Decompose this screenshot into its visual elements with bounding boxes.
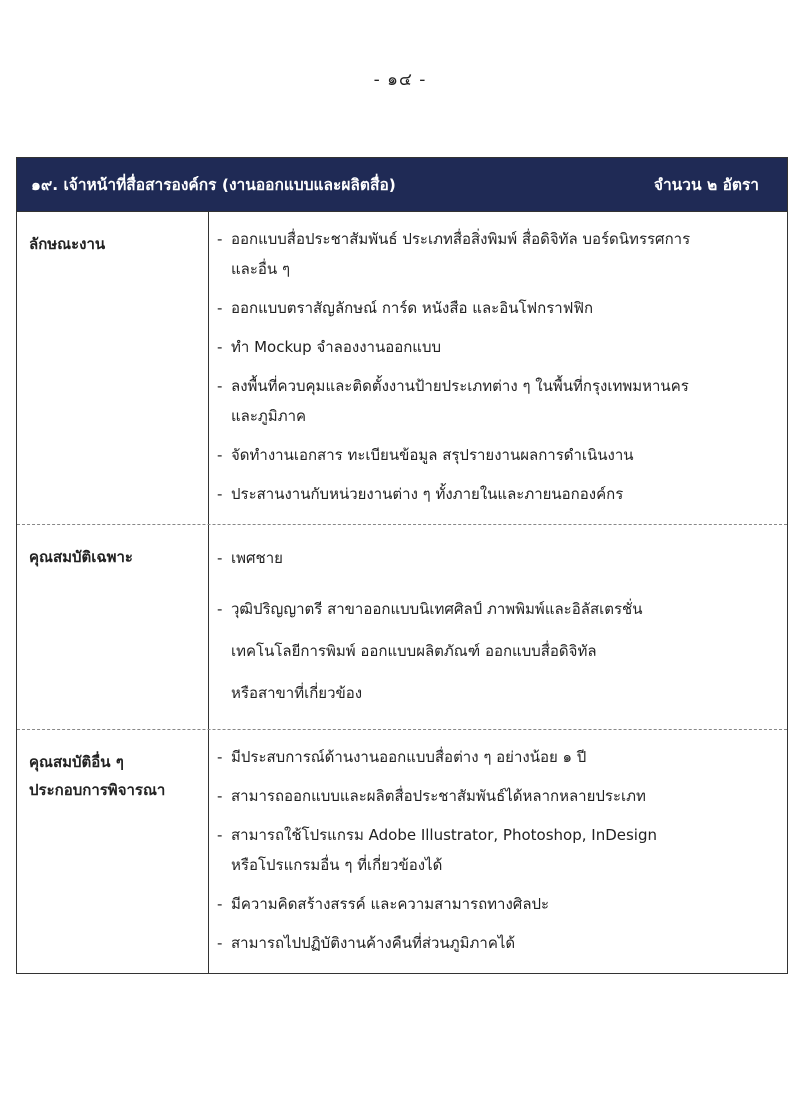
other-qualifications-row bbox=[17, 730, 787, 973]
list-item: - ทำ Mockup จำลองงานออกแบบ bbox=[217, 338, 442, 356]
other-qualifications-list bbox=[209, 730, 787, 973]
specific-qualifications-row bbox=[17, 525, 787, 730]
list-item: - มีความคิดสร้างสรรค์ และความสามารถทางศิลปะ bbox=[217, 895, 550, 913]
job-description-list bbox=[209, 212, 787, 524]
list-item: - สามารถออกแบบและผลิตสื่อประชาสัมพันธ์ได้หลากหลายประเภท bbox=[217, 787, 646, 805]
job-description-label: ลักษณะงาน bbox=[17, 212, 209, 524]
specific-qualifications-label: คุณสมบัติเฉพาะ bbox=[17, 525, 209, 729]
list-item: - มีประสบการณ์ด้านงานออกแบบสื่อต่าง ๆ อย่างน้อย ๑ ปี bbox=[217, 748, 587, 766]
job-description-row bbox=[17, 212, 787, 525]
list-item: - วุฒิปริญญาตรี สาขาออกแบบนิเทศศิลป์ ภาพพิมพ์และอิลัสเตรชั่น เทคโนโลยีการพิมพ์ ออกแบบผลิตภัณฑ์ ออกแบบสื่อดิจิทัล หรือสาขาที่เกี่ยวข้อง bbox=[217, 600, 643, 702]
list-item: - จัดทำงานเอกสาร ทะเบียนข้อมูล สรุปรายงานผลการดำเนินงาน bbox=[217, 446, 634, 464]
list-item: - ประสานงานกับหน่วยงานต่าง ๆ ทั้งภายในและภายนอกองค์กร bbox=[217, 485, 624, 503]
position-header bbox=[17, 158, 787, 212]
list-item: - เพศชาย bbox=[217, 549, 283, 567]
other-qualifications-label: คุณสมบัติอื่น ๆ ประกอบการพิจารณา bbox=[17, 730, 209, 973]
page-number: - ๑๔ - bbox=[373, 70, 427, 90]
position-count: จำนวน ๒ อัตรา bbox=[653, 176, 759, 194]
list-item: - ลงพื้นที่ควบคุมและติดตั้งงานป้ายประเภทต่าง ๆ ในพื้นที่กรุงเทพมหานคร และภูมิภาค bbox=[217, 377, 689, 425]
position-title: ๑๙. เจ้าหน้าที่สื่อสารองค์กร (งานออกแบบและผลิตสื่อ) bbox=[31, 176, 396, 194]
list-item: - สามารถใช้โปรแกรม Adobe Illustrator, Photoshop, InDesign หรือโปรแกรมอื่น ๆ ที่เกี่ยวข้องได้ bbox=[217, 826, 657, 874]
list-item: - ออกแบบสื่อประชาสัมพันธ์ ประเภทสื่อสิ่งพิมพ์ สื่อดิจิทัล บอร์ดนิทรรศการ และอื่น ๆ bbox=[217, 230, 691, 278]
specific-qualifications-list bbox=[209, 525, 787, 729]
list-item: - สามารถไปปฏิบัติงานค้างคืนที่ส่วนภูมิภาคได้ bbox=[217, 934, 516, 952]
position-table bbox=[16, 157, 788, 974]
list-item: - ออกแบบตราสัญลักษณ์ การ์ด หนังสือ และอินโฟกราฟฟิก bbox=[217, 299, 594, 317]
